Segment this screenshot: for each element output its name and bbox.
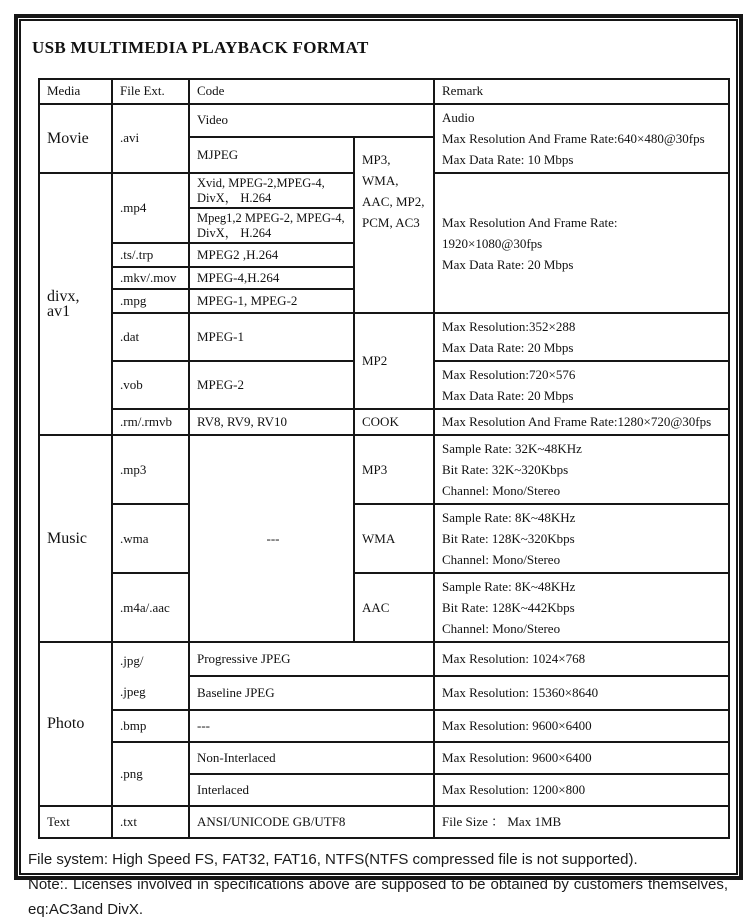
cell-remark-dat bbox=[434, 313, 729, 361]
cell-media-photo: Photo bbox=[39, 642, 112, 806]
line: Xvid, MPEG-2,MPEG-4, bbox=[197, 176, 325, 190]
line: Audio bbox=[442, 110, 475, 125]
cell-media-divx bbox=[39, 173, 112, 435]
line: Channel: Mono/Stereo bbox=[442, 552, 561, 568]
cell-ext-jpg bbox=[112, 642, 189, 710]
cell-ext-mp4: .mp4 bbox=[112, 173, 189, 243]
cell-ext-avi: .avi bbox=[112, 104, 189, 173]
cell-remark-rm: Max Resolution And Frame Rate:1280×720@30fps bbox=[434, 409, 729, 435]
footer-license-note-cont: eq:AC3and DivX. bbox=[28, 901, 144, 919]
cell-code-ts: MPEG2 ,H.264 bbox=[189, 243, 354, 267]
line: Max Resolution:720×576 bbox=[442, 367, 576, 383]
cell-remark-vob bbox=[434, 361, 729, 409]
cell-ext-mkv: .mkv/.mov bbox=[112, 267, 189, 289]
line: Mpeg1,2 MPEG-2, MPEG-4, bbox=[197, 211, 345, 225]
line: PCM, AC3 bbox=[362, 215, 420, 230]
cell-code-mpeg12 bbox=[189, 208, 354, 243]
cell-remark-avi bbox=[434, 104, 729, 173]
header-remark: Remark bbox=[434, 79, 729, 104]
cell-code-progressive: Progressive JPEG bbox=[189, 642, 434, 676]
footer-license-note: Note:. Licenses involved in specifications above are supposed to be obtained by customers themselves, bbox=[28, 876, 728, 894]
row-dat bbox=[39, 313, 729, 361]
row-rm bbox=[39, 409, 729, 435]
cell-code-xvid bbox=[189, 173, 354, 208]
line: WMA, bbox=[362, 173, 399, 188]
cell-remark-progressive: Max Resolution: 1024×768 bbox=[434, 642, 729, 676]
cell-code-bmp: --- bbox=[189, 710, 434, 742]
line: Sample Rate: 8K~48KHz bbox=[442, 579, 576, 595]
page-frame bbox=[14, 14, 743, 919]
line: MP3, bbox=[362, 152, 391, 167]
cell-media-music: Music bbox=[39, 435, 112, 642]
line: DivX， H.264 bbox=[197, 225, 272, 240]
cell-remark-bmp: Max Resolution: 9600×6400 bbox=[434, 710, 729, 742]
cell-remark-mp3 bbox=[434, 435, 729, 504]
row-wma bbox=[39, 504, 729, 573]
cell-ext-bmp: .bmp bbox=[112, 710, 189, 742]
line: av1 bbox=[47, 303, 71, 321]
line: Bit Rate: 128K~442Kbps bbox=[442, 600, 575, 616]
line: Bit Rate: 128K~320Kbps bbox=[442, 531, 575, 547]
cell-remark-m4a bbox=[434, 573, 729, 642]
cell-media-movie: Movie bbox=[39, 104, 112, 173]
cell-ext-png: .png bbox=[112, 742, 189, 806]
footer-filesystem-note: File system: High Speed FS, FAT32, FAT16, NTFS(NTFS compressed file is not supported). bbox=[28, 851, 638, 869]
cell-code-baseline: Baseline JPEG bbox=[189, 676, 434, 710]
cell-remark-noninterlaced: Max Resolution: 9600×6400 bbox=[434, 742, 729, 774]
row-jpg-progressive bbox=[39, 642, 729, 676]
header-code: Code bbox=[189, 79, 434, 104]
line: .jpg/ bbox=[120, 653, 144, 669]
cell-code-noninterlaced: Non-Interlaced bbox=[189, 742, 434, 774]
cell-audio-wma: WMA bbox=[354, 504, 434, 573]
line: AAC, MP2, bbox=[362, 194, 425, 209]
line: Max Resolution:352×288 bbox=[442, 319, 576, 335]
cell-code-mkv: MPEG-4,H.264 bbox=[189, 267, 354, 289]
line: Max Resolution And Frame Rate:640×480@30fps bbox=[442, 131, 705, 146]
cell-remark-baseline: Max Resolution: 15360×8640 bbox=[434, 676, 729, 710]
line: Bit Rate: 32K~320Kbps bbox=[442, 462, 569, 478]
line: .jpeg bbox=[120, 684, 146, 700]
cell-ext-dat: .dat bbox=[112, 313, 189, 361]
line: Max Resolution And Frame Rate: bbox=[442, 214, 618, 230]
cell-remark-txt: File Size ： Max 1MB bbox=[434, 806, 729, 838]
cell-code-txt: ANSI/UNICODE GB/UTF8 bbox=[189, 806, 434, 838]
row-mp3 bbox=[39, 435, 729, 504]
cell-ext-mpg: .mpg bbox=[112, 289, 189, 313]
cell-audio-cook: COOK bbox=[354, 409, 434, 435]
cell-audio-aac: AAC bbox=[354, 573, 434, 642]
cell-audio-mp3: MP3 bbox=[354, 435, 434, 504]
cell-code-video: Video bbox=[189, 104, 434, 137]
cell-ext-wma: .wma bbox=[112, 504, 189, 573]
page-inner-frame bbox=[19, 19, 738, 919]
cell-ext-mp3: .mp3 bbox=[112, 435, 189, 504]
row-m4a bbox=[39, 573, 729, 642]
row-png-noninterlaced bbox=[39, 742, 729, 774]
row-avi-video bbox=[39, 104, 729, 137]
header-media: Media bbox=[39, 79, 112, 104]
header-row bbox=[39, 79, 729, 104]
cell-ext-vob: .vob bbox=[112, 361, 189, 409]
cell-code-vob: MPEG-2 bbox=[189, 361, 354, 409]
cell-code-music: --- bbox=[189, 435, 354, 642]
cell-media-text: Text bbox=[39, 806, 112, 838]
line: Channel: Mono/Stereo bbox=[442, 483, 561, 499]
cell-audio-mp2: MP2 bbox=[354, 313, 434, 409]
line: Max Data Rate: 10 Mbps bbox=[442, 152, 574, 167]
line: Sample Rate: 32K~48KHz bbox=[442, 441, 582, 457]
cell-code-mpg: MPEG-1, MPEG-2 bbox=[189, 289, 354, 313]
cell-remark-interlaced: Max Resolution: 1200×800 bbox=[434, 774, 729, 806]
cell-code-dat: MPEG-1 bbox=[189, 313, 354, 361]
line: DivX， H.264 bbox=[197, 190, 272, 205]
cell-ext-rm: .rm/.rmvb bbox=[112, 409, 189, 435]
playback-format-table bbox=[38, 78, 730, 839]
cell-remark-wma bbox=[434, 504, 729, 573]
line: divx, bbox=[47, 288, 80, 306]
line: Max Data Rate: 20 Mbps bbox=[442, 256, 574, 272]
line: Channel: Mono/Stereo bbox=[442, 621, 561, 637]
line: Max Data Rate: 20 Mbps bbox=[442, 340, 574, 356]
line: Sample Rate: 8K~48KHz bbox=[442, 510, 576, 526]
line: Max Data Rate: 20 Mbps bbox=[442, 388, 574, 404]
footer-notes bbox=[28, 847, 728, 922]
cell-code-interlaced: Interlaced bbox=[189, 774, 434, 806]
cell-ext-m4a: .m4a/.aac bbox=[112, 573, 189, 642]
row-bmp bbox=[39, 710, 729, 742]
cell-code-rm: RV8, RV9, RV10 bbox=[189, 409, 354, 435]
page-title: USB MULTIMEDIA PLAYBACK FORMAT bbox=[32, 38, 369, 57]
cell-code-mjpeg: MJPEG bbox=[189, 137, 354, 173]
row-text bbox=[39, 806, 729, 838]
cell-ext-ts: .ts/.trp bbox=[112, 243, 189, 267]
cell-audio-movie bbox=[354, 137, 434, 313]
line: 1920×1080@30fps bbox=[442, 235, 543, 251]
cell-ext-txt: .txt bbox=[112, 806, 189, 838]
cell-remark-mp4 bbox=[434, 173, 729, 313]
header-file-ext: File Ext. bbox=[112, 79, 189, 104]
